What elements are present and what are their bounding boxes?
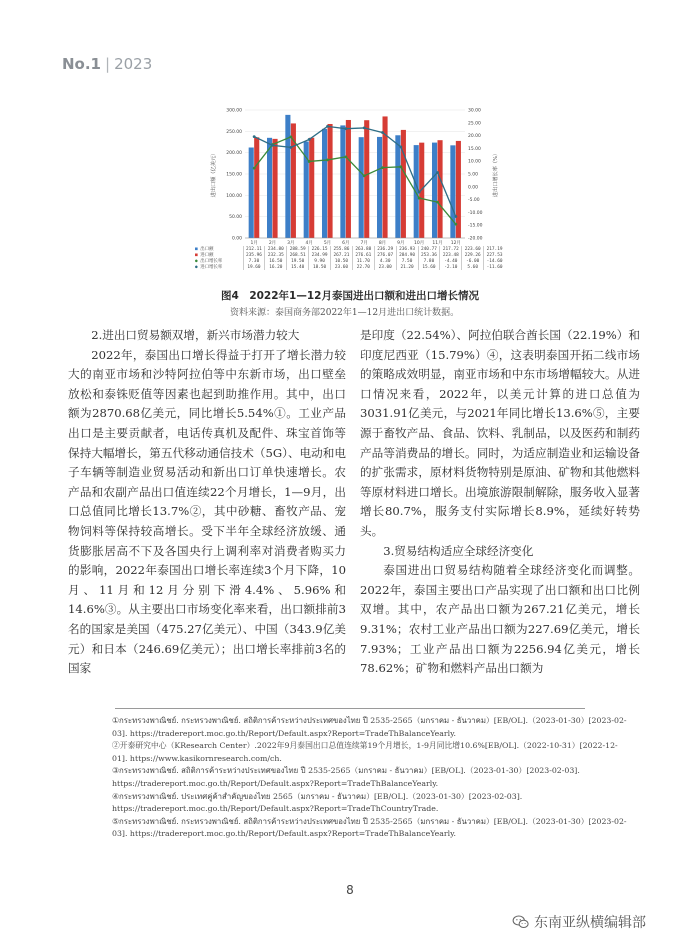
table-cell: 4.30 xyxy=(374,258,396,264)
header-separator: | xyxy=(105,55,111,73)
line-point xyxy=(344,127,347,130)
paragraph: 泰国进出口贸易结构随着全球经济变化而调整。2022年，泰国主要出口产品实现了出口额和出口比例双增。其中，农产品出口额为267.21亿美元，增长9.31%；农村工业产品出口额为227.69亿美元，增长7.93%；工业产品出口额为2256.94亿美元，增长78.62%；矿物和燃料产品出口额为 xyxy=(360,563,640,676)
x-tick-label: 6月 xyxy=(342,241,350,246)
legend-label: 出口额 xyxy=(200,247,214,252)
x-tick-label: 2月 xyxy=(268,241,277,246)
bar-export xyxy=(395,135,400,238)
body-column-right xyxy=(360,326,640,679)
table-cell: 288.59 xyxy=(287,246,309,252)
chart-data-table xyxy=(195,246,505,270)
table-cell: 268.51 xyxy=(287,252,309,258)
y-right-tick-label: 30.00 xyxy=(468,108,481,114)
table-cell: 227.53 xyxy=(484,252,505,258)
trade-chart xyxy=(195,98,505,308)
x-tick-label: 4月 xyxy=(305,241,313,246)
footnote: ③กระทรวงพาณิชย์. สถิติการค้าระหว่างประเทศของไทย ปี 2535-2565（มกราคม - ธันวาคม）[EB/OL].（2023-01-30）[2023-02-03]. https://tradereport.moc.go.th/Report/Default.aspx?Report=TradeThBalanceYearly. xyxy=(112,766,580,788)
y-right-tick-label: -10.00 xyxy=(468,210,483,216)
line-point xyxy=(326,125,329,128)
table-cell: 15.60 xyxy=(418,264,440,270)
footnote: ②开泰研究中心（KResearch Center）.2022年9月泰国出口总值连续第19个月增长，1-9月同比增10.6%[EB/OL].（2022-10-31）[2022-12-01]. https://www.kasikornresearch.com/ch. xyxy=(112,741,618,763)
table-cell: 276.61 xyxy=(352,252,374,258)
line-point xyxy=(381,166,384,169)
table-cell: -14.60 xyxy=(484,258,505,264)
footnotes xyxy=(112,715,632,841)
line-point xyxy=(381,131,384,134)
line-point xyxy=(454,223,457,226)
table-cell: 217.72 xyxy=(440,246,462,252)
bar-export xyxy=(267,138,272,238)
line-point xyxy=(418,197,421,200)
paragraph: 2022年，泰国出口增长得益于打开了增长潜力较大的南亚市场和沙特阿拉伯等中东新市场，出口壁垒放松和泰铢贬值等因素也起到助推作用。其中，出口额为2870.68亿美元，同比增长5.54%①。工业产品出口是主要贡献者，电话传真机及配件、珠宝首饰等保持大幅增长，第五代移动通信技术（5G）、电动和电子车辆等制造业贸易活动和新出口订单快速增长。农产品和农副产品出口值连续22个月增长，1—9月，出口总值同比增长13.7%②，其中砂糖、畜牧产品、宠物饲料等保持较高增长。受下半年全球经济放缓、通货膨胀居高不下及各国央行上调利率对消费者购买力的影响，2022年泰国出口增长率连续3个月下降，10月、11月和12月分别下滑4.4%、5.96%和14.6%③。从主要出口市场变化率来看，出口额排前3名的国家是美国（475.27亿美元）、中国（343.9亿美元）和日本（246.69亿美元）；出口增长率排前3名的国家 xyxy=(68,347,346,676)
table-cell: -11.60 xyxy=(484,264,505,270)
line-point xyxy=(454,215,457,218)
line-point xyxy=(289,146,292,149)
x-tick-label: 5月 xyxy=(323,241,332,246)
bar-import xyxy=(273,139,278,238)
wechat-icon xyxy=(512,913,530,931)
bar-export xyxy=(322,129,327,238)
table-cell: 255.86 xyxy=(331,246,353,252)
bar-export xyxy=(432,143,437,238)
line-point xyxy=(363,127,366,130)
y-left-axis-label: 进出口额（亿美元） xyxy=(211,150,217,198)
table-cell: 223.60 xyxy=(462,246,484,252)
table-cell: 7.30 xyxy=(243,258,265,264)
table-cell: 7.50 xyxy=(396,258,418,264)
legend-entry xyxy=(195,264,243,270)
table-cell: -2.10 xyxy=(440,264,462,270)
bar-import xyxy=(364,120,369,238)
table-cell: 223.48 xyxy=(440,252,462,258)
table-cell: 236.93 xyxy=(396,246,418,252)
y-right-tick-label: 5.00 xyxy=(468,172,479,178)
legend-swatch: ● xyxy=(195,259,201,264)
table-cell: 19.60 xyxy=(243,264,265,270)
line-point xyxy=(399,165,402,168)
figure-source: 资料来源：泰国商务部2022年1—12月进出口统计数据。 xyxy=(230,308,460,318)
table-cell: 22.70 xyxy=(352,264,374,270)
line-point xyxy=(253,135,256,138)
x-tick-label: 8月 xyxy=(378,241,387,246)
footnote: ④กระทรวงพาณิชย์. ประเทศคู่ค้าสำคัญของไทย 2565（มกราคม - ธันวาคม）[EB/OL].（2023-01-30）[2023-02-03]. https://tradereport.moc.go.th/Report/Default.aspx?Report=TradeThCountryTrade. xyxy=(112,791,523,814)
footnote: ①กระทรวงพาณิชย์. กระทรวงพาณิชย์. สถิติการค้าระหว่างประเทศของไทย ปี 2535-2565（มกราคม - ธันวาคม）[EB/OL].（2023-01-30）[2023-02-03]. https://tradereport.moc.go.th/Report/Default.aspx?Report=TradeThBalanceYearly. xyxy=(112,716,627,738)
line-point xyxy=(436,201,439,204)
y-left-tick-label: 50.00 xyxy=(229,215,242,221)
table-cell: 232.35 xyxy=(265,252,287,258)
y-right-tick-label: 10.00 xyxy=(468,159,481,165)
legend-swatch: ■ xyxy=(195,253,201,258)
y-left-tick-label: 250.00 xyxy=(226,129,242,135)
table-cell: 217.19 xyxy=(484,246,505,252)
table-cell: 18.50 xyxy=(309,264,331,270)
table-cell: 16.20 xyxy=(265,264,287,270)
section-subheading: 2.进出口贸易额双增，新兴市场潜力较大 xyxy=(91,328,300,342)
bar-import xyxy=(254,137,259,238)
legend-swatch: ■ xyxy=(195,247,201,252)
y-right-tick-label: -20.00 xyxy=(468,236,483,242)
y-left-tick-label: 100.00 xyxy=(226,193,242,199)
page-number: 8 xyxy=(346,883,354,897)
table-cell: 212.11 xyxy=(243,246,265,252)
section-subheading: 3.贸易结构适应全球经济变化 xyxy=(383,543,534,558)
table-row xyxy=(195,264,505,270)
bar-import xyxy=(328,124,333,238)
table-cell: 11.70 xyxy=(352,258,374,264)
legend-label: 进口额 xyxy=(200,253,214,258)
x-tick-label: 11月 xyxy=(432,241,443,246)
line-point xyxy=(326,159,329,162)
journal-header xyxy=(62,55,152,73)
y-left-tick-label: 150.00 xyxy=(226,172,242,178)
x-tick-label: 10月 xyxy=(414,241,425,246)
table-cell: 23.60 xyxy=(331,264,353,270)
line-point xyxy=(289,135,292,138)
table-cell: 23.00 xyxy=(374,264,396,270)
y-left-tick-label: 0.00 xyxy=(231,236,242,242)
table-cell: 9.90 xyxy=(309,258,331,264)
line-point xyxy=(363,174,366,177)
footnote-divider xyxy=(115,708,585,709)
body-column-left xyxy=(68,326,346,679)
x-tick-label: 1月 xyxy=(250,241,258,246)
line-point xyxy=(271,144,274,147)
table-cell: 267.21 xyxy=(331,252,353,258)
footnote: ⑤กระทรวงพาณิชย์. กระทรวงพาณิชย์. สถิติการค้าระหว่างประเทศของไทย ปี 2535-2565（มกราคม - ธันวาคม）[EB/OL].（2023-01-30）[2023-02-03]. https://tradereport.moc.go.th/Report/Default.aspx?Report=TradeThBalanceYearly. xyxy=(112,816,627,839)
table-cell: 276.07 xyxy=(374,252,396,258)
bar-import xyxy=(438,140,443,238)
bar-export xyxy=(377,137,382,238)
y-right-tick-label: 15.00 xyxy=(468,146,481,152)
table-cell: 234.80 xyxy=(265,246,287,252)
table-cell: 240.77 xyxy=(418,246,440,252)
y-right-tick-label: 20.00 xyxy=(468,134,481,140)
bar-import xyxy=(309,138,314,238)
table-cell: 10.50 xyxy=(331,258,353,264)
table-cell: 5.60 xyxy=(462,264,484,270)
paragraph: 是印度（22.54%）、阿拉伯联合酋长国（22.19%）和印度尼西亚（15.79%）④，这表明泰国开拓二线市场的策略成效明显，南亚市场和中东市场增幅较大。从进口情况来看，2022年，以美元计算的进口总值为3031.91亿美元，与2021年同比增长13.6%⑤，主要源于畜牧产品、食品、饮料、乳制品，以及医药和制药产品等消费品的增长。同时，为适应制造业和运输设备的扩张需求，原材料货物特别是原油、矿物和其他燃料等原材料进口增长。出境旅游限制解除，服务收入显著增长80.7%，服务支付实际增长8.9%，延续好转势头。 xyxy=(360,328,640,538)
x-tick-label: 12月 xyxy=(450,241,461,246)
line-point xyxy=(344,155,347,158)
line-point xyxy=(308,160,311,163)
journal-year: 2023 xyxy=(114,55,153,73)
journal-issue: No.1 xyxy=(62,55,101,73)
line-point xyxy=(436,171,439,174)
watermark xyxy=(512,912,646,932)
table-cell: 236.29 xyxy=(374,246,396,252)
y-right-tick-label: 25.00 xyxy=(468,121,481,127)
table-cell: 263.88 xyxy=(352,246,374,252)
x-tick-label: 9月 xyxy=(397,241,405,246)
line-point xyxy=(399,145,402,148)
y-right-tick-label: -15.00 xyxy=(468,223,483,229)
line-export-growth xyxy=(254,137,456,224)
y-right-axis-label: 进出口增长率（%） xyxy=(493,150,499,198)
bar-export xyxy=(340,125,345,238)
y-right-tick-label: 0.00 xyxy=(468,185,479,191)
y-left-tick-label: 300.00 xyxy=(226,108,242,114)
table-cell: 234.99 xyxy=(309,252,331,258)
table-cell: 7.80 xyxy=(418,258,440,264)
bar-import xyxy=(346,120,351,238)
legend-label: 进口增长率 xyxy=(200,265,223,270)
x-tick-label: 3月 xyxy=(287,241,295,246)
line-point xyxy=(308,138,311,141)
bar-export xyxy=(285,115,290,238)
table-cell: 253.36 xyxy=(418,252,440,258)
table-cell: -4.40 xyxy=(440,258,462,264)
legend-label: 出口增长率 xyxy=(200,259,223,264)
x-tick-label: 7月 xyxy=(360,241,368,246)
line-point xyxy=(253,167,256,170)
y-left-tick-label: 200.00 xyxy=(226,151,242,157)
table-cell: 15.40 xyxy=(287,264,309,270)
table-cell: 16.50 xyxy=(265,258,287,264)
legend-swatch: ● xyxy=(195,265,201,270)
table-cell: 19.50 xyxy=(287,258,309,264)
table-cell: 235.96 xyxy=(243,252,265,258)
bar-export xyxy=(249,147,254,238)
y-right-tick-label: -5.00 xyxy=(468,198,480,204)
line-point xyxy=(418,191,421,194)
bar-export xyxy=(359,137,364,238)
table-cell: 21.20 xyxy=(396,264,418,270)
table-cell: 229.26 xyxy=(462,252,484,258)
watermark-text: 东南亚纵横编辑部 xyxy=(534,915,646,931)
table-cell: 284.90 xyxy=(396,252,418,258)
table-cell: 226.15 xyxy=(309,246,331,252)
table-cell: -6.00 xyxy=(462,258,484,264)
figure-caption: 图4 2022年1—12月泰国进出口额和进出口增长情况 xyxy=(221,290,479,302)
